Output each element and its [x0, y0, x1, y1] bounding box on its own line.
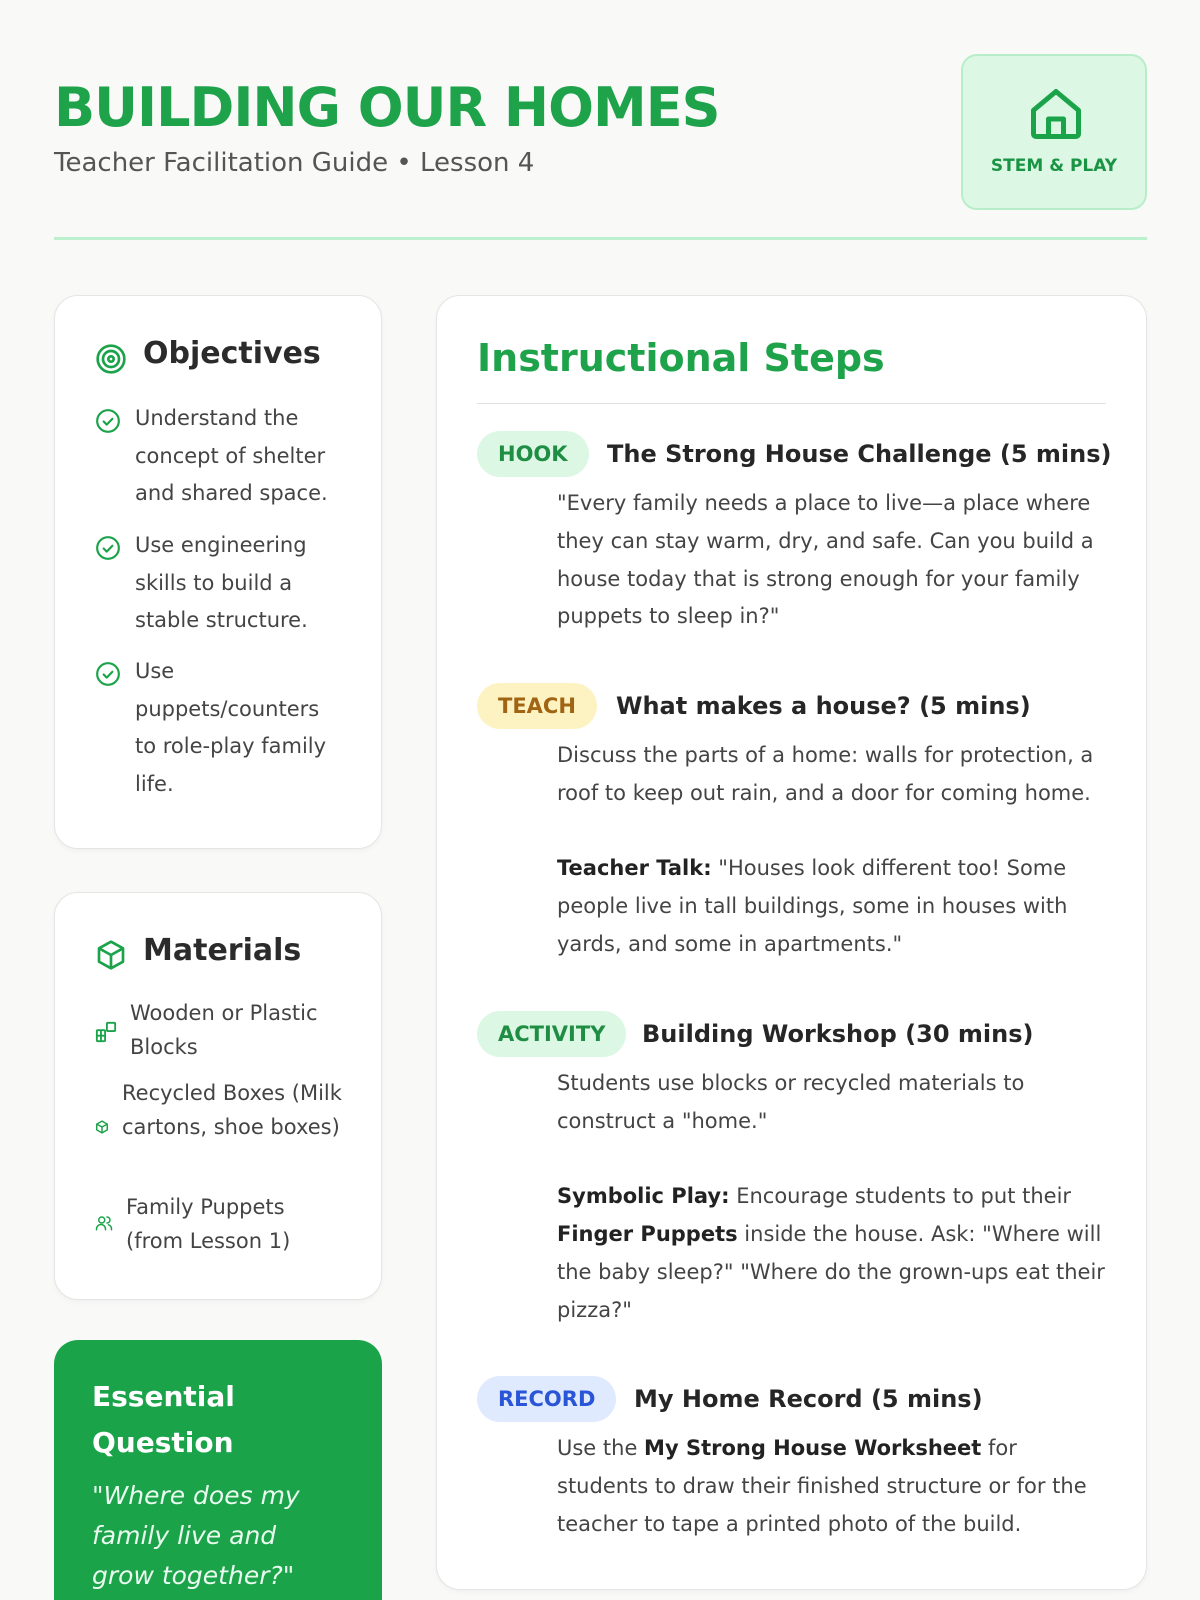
step-tag: RECORD [477, 1376, 616, 1422]
box-icon [95, 1120, 109, 1134]
check-circle-icon [95, 408, 121, 434]
step-tag: TEACH [477, 683, 597, 729]
step-text: "Every family needs a place to live—a place where they can stay warm, dry, and safe. Can you build a house today that is strong enough for your family puppets to sleep in?" [557, 491, 1094, 629]
note-text: "Houses look different too! Some people live in tall buildings, some in houses with yards, and some in apartments." [557, 856, 1068, 956]
page-header [54, 54, 1147, 240]
divider [477, 403, 1106, 404]
material-text: Family Puppets (from Lesson 1) [126, 1195, 291, 1253]
check-circle-icon [95, 535, 121, 561]
note-label: Teacher Talk: [557, 856, 712, 881]
step-title: The Strong House Challenge (5 mins) [607, 440, 1112, 468]
instructional-steps-card [436, 295, 1147, 1590]
step-tag: HOOK [477, 431, 589, 477]
target-icon [95, 343, 127, 375]
objectives-title: Objectives [143, 336, 321, 371]
step-tag: ACTIVITY [477, 1011, 626, 1057]
material-item [95, 1191, 345, 1258]
page-title: BUILDING OUR HOMES [54, 76, 720, 139]
objective-item [95, 653, 335, 803]
note-text: inside the house. Ask: "Where will the baby sleep?" "Where do the grown-ups eat their pizza?" [557, 1222, 1105, 1322]
check-circle-icon [95, 661, 121, 687]
step-title: Building Workshop (30 mins) [642, 1020, 1034, 1048]
objective-text: Use engineering skills to build a stable structure. [135, 533, 308, 633]
step-text-part: Use the [557, 1436, 645, 1460]
objective-item [95, 400, 335, 513]
stem-play-label: STEM & PLAY [990, 156, 1118, 176]
material-text: Wooden or Plastic Blocks [130, 1001, 318, 1059]
stem-play-badge [961, 54, 1147, 210]
essential-question-card [54, 1340, 382, 1600]
objective-item [95, 527, 335, 640]
worksheet-name: My Strong House Worksheet [644, 1436, 982, 1460]
step-text: Students use blocks or recycled materials to construct a "home." [557, 1071, 1025, 1133]
step-body [557, 1065, 1108, 1330]
home-icon [1026, 84, 1086, 144]
materials-title: Materials [143, 933, 302, 968]
objective-text: Understand the concept of shelter and shared space. [135, 406, 328, 506]
step-body [557, 1430, 1108, 1543]
material-item [95, 1077, 345, 1144]
step-body [557, 485, 1108, 636]
teacher-talk-note [557, 850, 1108, 963]
step-text-part: for students to draw their finished structure or for the teacher to tape a printed photo of the build. [557, 1436, 1087, 1536]
step-text [557, 1430, 1108, 1543]
step-activity [477, 1011, 1108, 1330]
page-subtitle: Teacher Facilitation Guide • Lesson 4 [54, 148, 535, 178]
objective-text: Use puppets/counters to role-play family life. [135, 659, 327, 796]
step-record [477, 1376, 1108, 1543]
step-body [557, 737, 1108, 964]
essential-question-quote: "Where does my family live and grow together?" [92, 1481, 300, 1590]
blocks-icon [95, 1021, 117, 1043]
material-item [95, 997, 345, 1064]
objectives-card [54, 295, 382, 849]
step-text: Discuss the parts of a home: walls for protection, a roof to keep out rain, and a door for coming home. [557, 743, 1094, 805]
users-icon [95, 1214, 113, 1232]
note-label: Symbolic Play: [557, 1184, 730, 1209]
step-title: What makes a house? (5 mins) [616, 692, 1031, 720]
symbolic-play-note [557, 1178, 1108, 1329]
materials-card [54, 892, 382, 1300]
step-teach [477, 683, 1108, 964]
steps-title: Instructional Steps [477, 336, 885, 380]
note-bold: Finger Puppets [557, 1222, 738, 1247]
material-text: Recycled Boxes (Milk cartons, shoe boxes) [122, 1081, 342, 1139]
step-title: My Home Record (5 mins) [634, 1385, 983, 1413]
note-text: Encourage students to put their [729, 1184, 1072, 1209]
essential-question-title: Essential Question [92, 1380, 235, 1459]
package-icon [95, 939, 127, 971]
step-hook [477, 431, 1112, 636]
